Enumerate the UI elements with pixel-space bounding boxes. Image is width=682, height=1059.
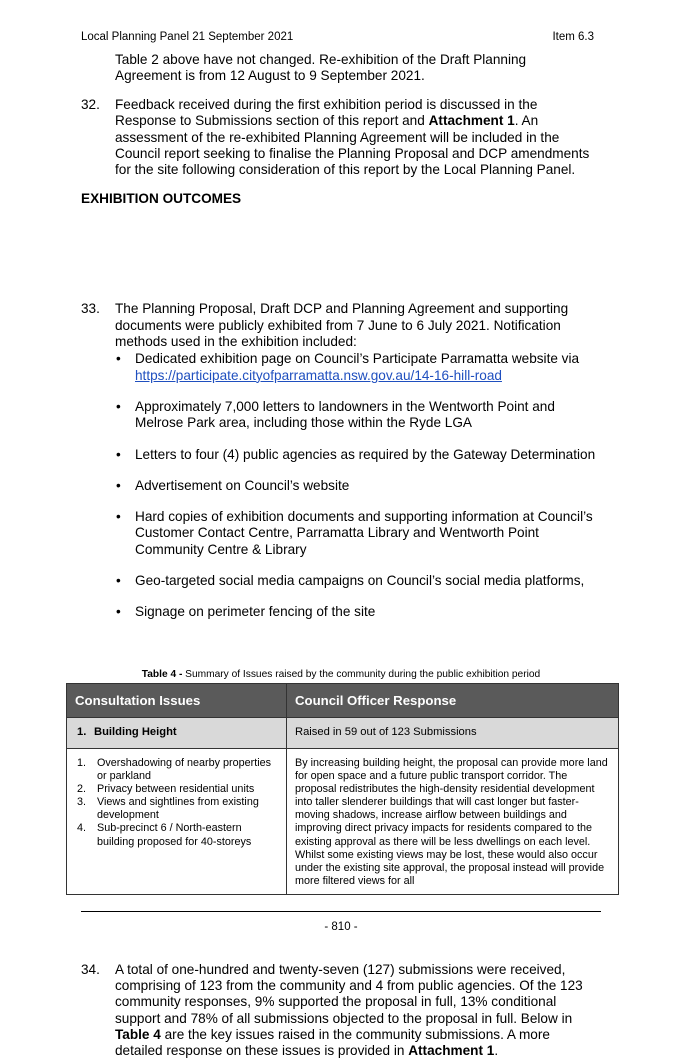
paragraph-32 [81, 97, 601, 178]
column-header-response: Council Officer Response [287, 684, 619, 718]
section-heading: EXHIBITION OUTCOMES [81, 191, 242, 206]
page-number: - 810 - [324, 921, 358, 933]
bullet-icon: • [116, 604, 121, 620]
paragraph-number: 33. [81, 301, 100, 317]
paragraph-number: 32. [81, 97, 100, 112]
bullet-icon: • [116, 351, 121, 367]
list-item: • Letters to four (4) public agencies as required by the Gateway Determination [116, 446, 596, 462]
bullet-icon: • [116, 446, 121, 462]
bullet-icon: • [116, 573, 121, 589]
list-item: • Approximately 7,000 letters to landowners in the Wentworth Point and Melrose Park area, including those within the Ryde LGA [116, 398, 555, 431]
paragraph-text-end: . An assessment of the re-exhibited Planning Agreement will be included in the Council report seeking to finalise the Planning Proposal and DCP amendments for the site following consideration of this report by the Local Planning Panel. [115, 113, 590, 178]
header-item-number: Item 6.3 [552, 31, 594, 43]
issues-list [75, 757, 279, 849]
continued-line-1: Table 2 above have not changed. Re-exhibition of the Draft Planning [115, 52, 527, 67]
issue-category: 1. Building Height [67, 718, 287, 749]
list-item: • Dedicated exhibition page on Council’s Participate Parramatta website via https://participate.cityofparramatta.nsw.gov.au/14-16-hill-road [116, 351, 580, 383]
bullet-icon: • [116, 477, 121, 493]
notification-methods-list [115, 351, 601, 620]
list-item: • Hard copies of exhibition documents and supporting information at Council’s Customer Contact Centre, Parramatta Library and Wentworth Point Community Centre & Library [116, 509, 593, 557]
list-item: 2. Privacy between residential units [77, 783, 255, 796]
bullet-icon: • [116, 398, 121, 414]
table-reference: Table 4 [115, 1026, 161, 1042]
paragraph-33 [81, 301, 601, 620]
paragraph-number: 34. [81, 961, 100, 977]
issues-cell [67, 749, 287, 895]
list-item: • Advertisement on Council’s website [116, 477, 350, 493]
submission-count: Raised in 59 out of 123 Submissions [287, 718, 619, 749]
list-item: • Signage on perimeter fencing of the site [116, 604, 376, 620]
issues-table [66, 683, 619, 895]
paragraph-34: 34. A total of one-hundred and twenty-seven (127) submissions were received, comprising of 123 from the community and 4 from public agencies. Of the 123 community responses, 9% supported the proposal in full, 13% conditional support and 78% of all submissions objected to the proposal in full. Below in Table 4 are the key issues raised in the community submissions. A more detailed response on these issues is provided in Attachment 1. [81, 961, 583, 1059]
paragraph-text: Feedback received during the first exhibition period is discussed in the Response to Submissions section of this report and [115, 97, 538, 129]
table-row [67, 718, 619, 749]
list-item: • Geo-targeted social media campaigns on Council’s social media platforms, [116, 573, 585, 589]
continued-paragraph [81, 52, 601, 85]
table-row [67, 749, 619, 895]
participate-link[interactable]: https://participate.cityofparramatta.nsw.gov.au/14-16-hill-road [135, 367, 502, 383]
attachment-reference: Attachment 1 [428, 113, 515, 129]
list-item: 4. Sub-precinct 6 / North-eastern building proposed for 40-storeys [77, 822, 252, 848]
column-header-issues: Consultation Issues [67, 684, 287, 718]
footer-divider [81, 911, 601, 912]
continued-line-2: Agreement is from 12 August to 9 September 2021. [115, 68, 425, 84]
paragraph-text: The Planning Proposal, Draft DCP and Planning Agreement and supporting documents were publicly exhibited from 7 June to 6 July 2021. Notification methods used in the exhibition included: [115, 301, 569, 350]
list-item: 1. Overshadowing of nearby properties or parkland [77, 757, 272, 783]
list-item: 3. Views and sightlines from existing development [77, 796, 259, 822]
header-title: Local Planning Panel 21 September 2021 [81, 31, 294, 43]
bullet-icon: • [116, 509, 121, 525]
response-cell: By increasing building height, the proposal can provide more land for open space and a future public transport corridor. The proposal redistributes the high-density residential development into taller slenderer buildings that will cast longer but faster-moving shadows, increase airflow between buildings and improving direct privacy impacts for residents compared to the existing approval as there will be less dwellings on each level. Whilst some existing views may be lost, these would also occur under the existing site approval, the proposal instead will provide more filtered views for all [287, 749, 619, 895]
table-caption: Table 4 - Summary of Issues raised by the community during the public exhibition period [141, 669, 541, 680]
attachment-reference: Attachment 1 [408, 1043, 495, 1059]
